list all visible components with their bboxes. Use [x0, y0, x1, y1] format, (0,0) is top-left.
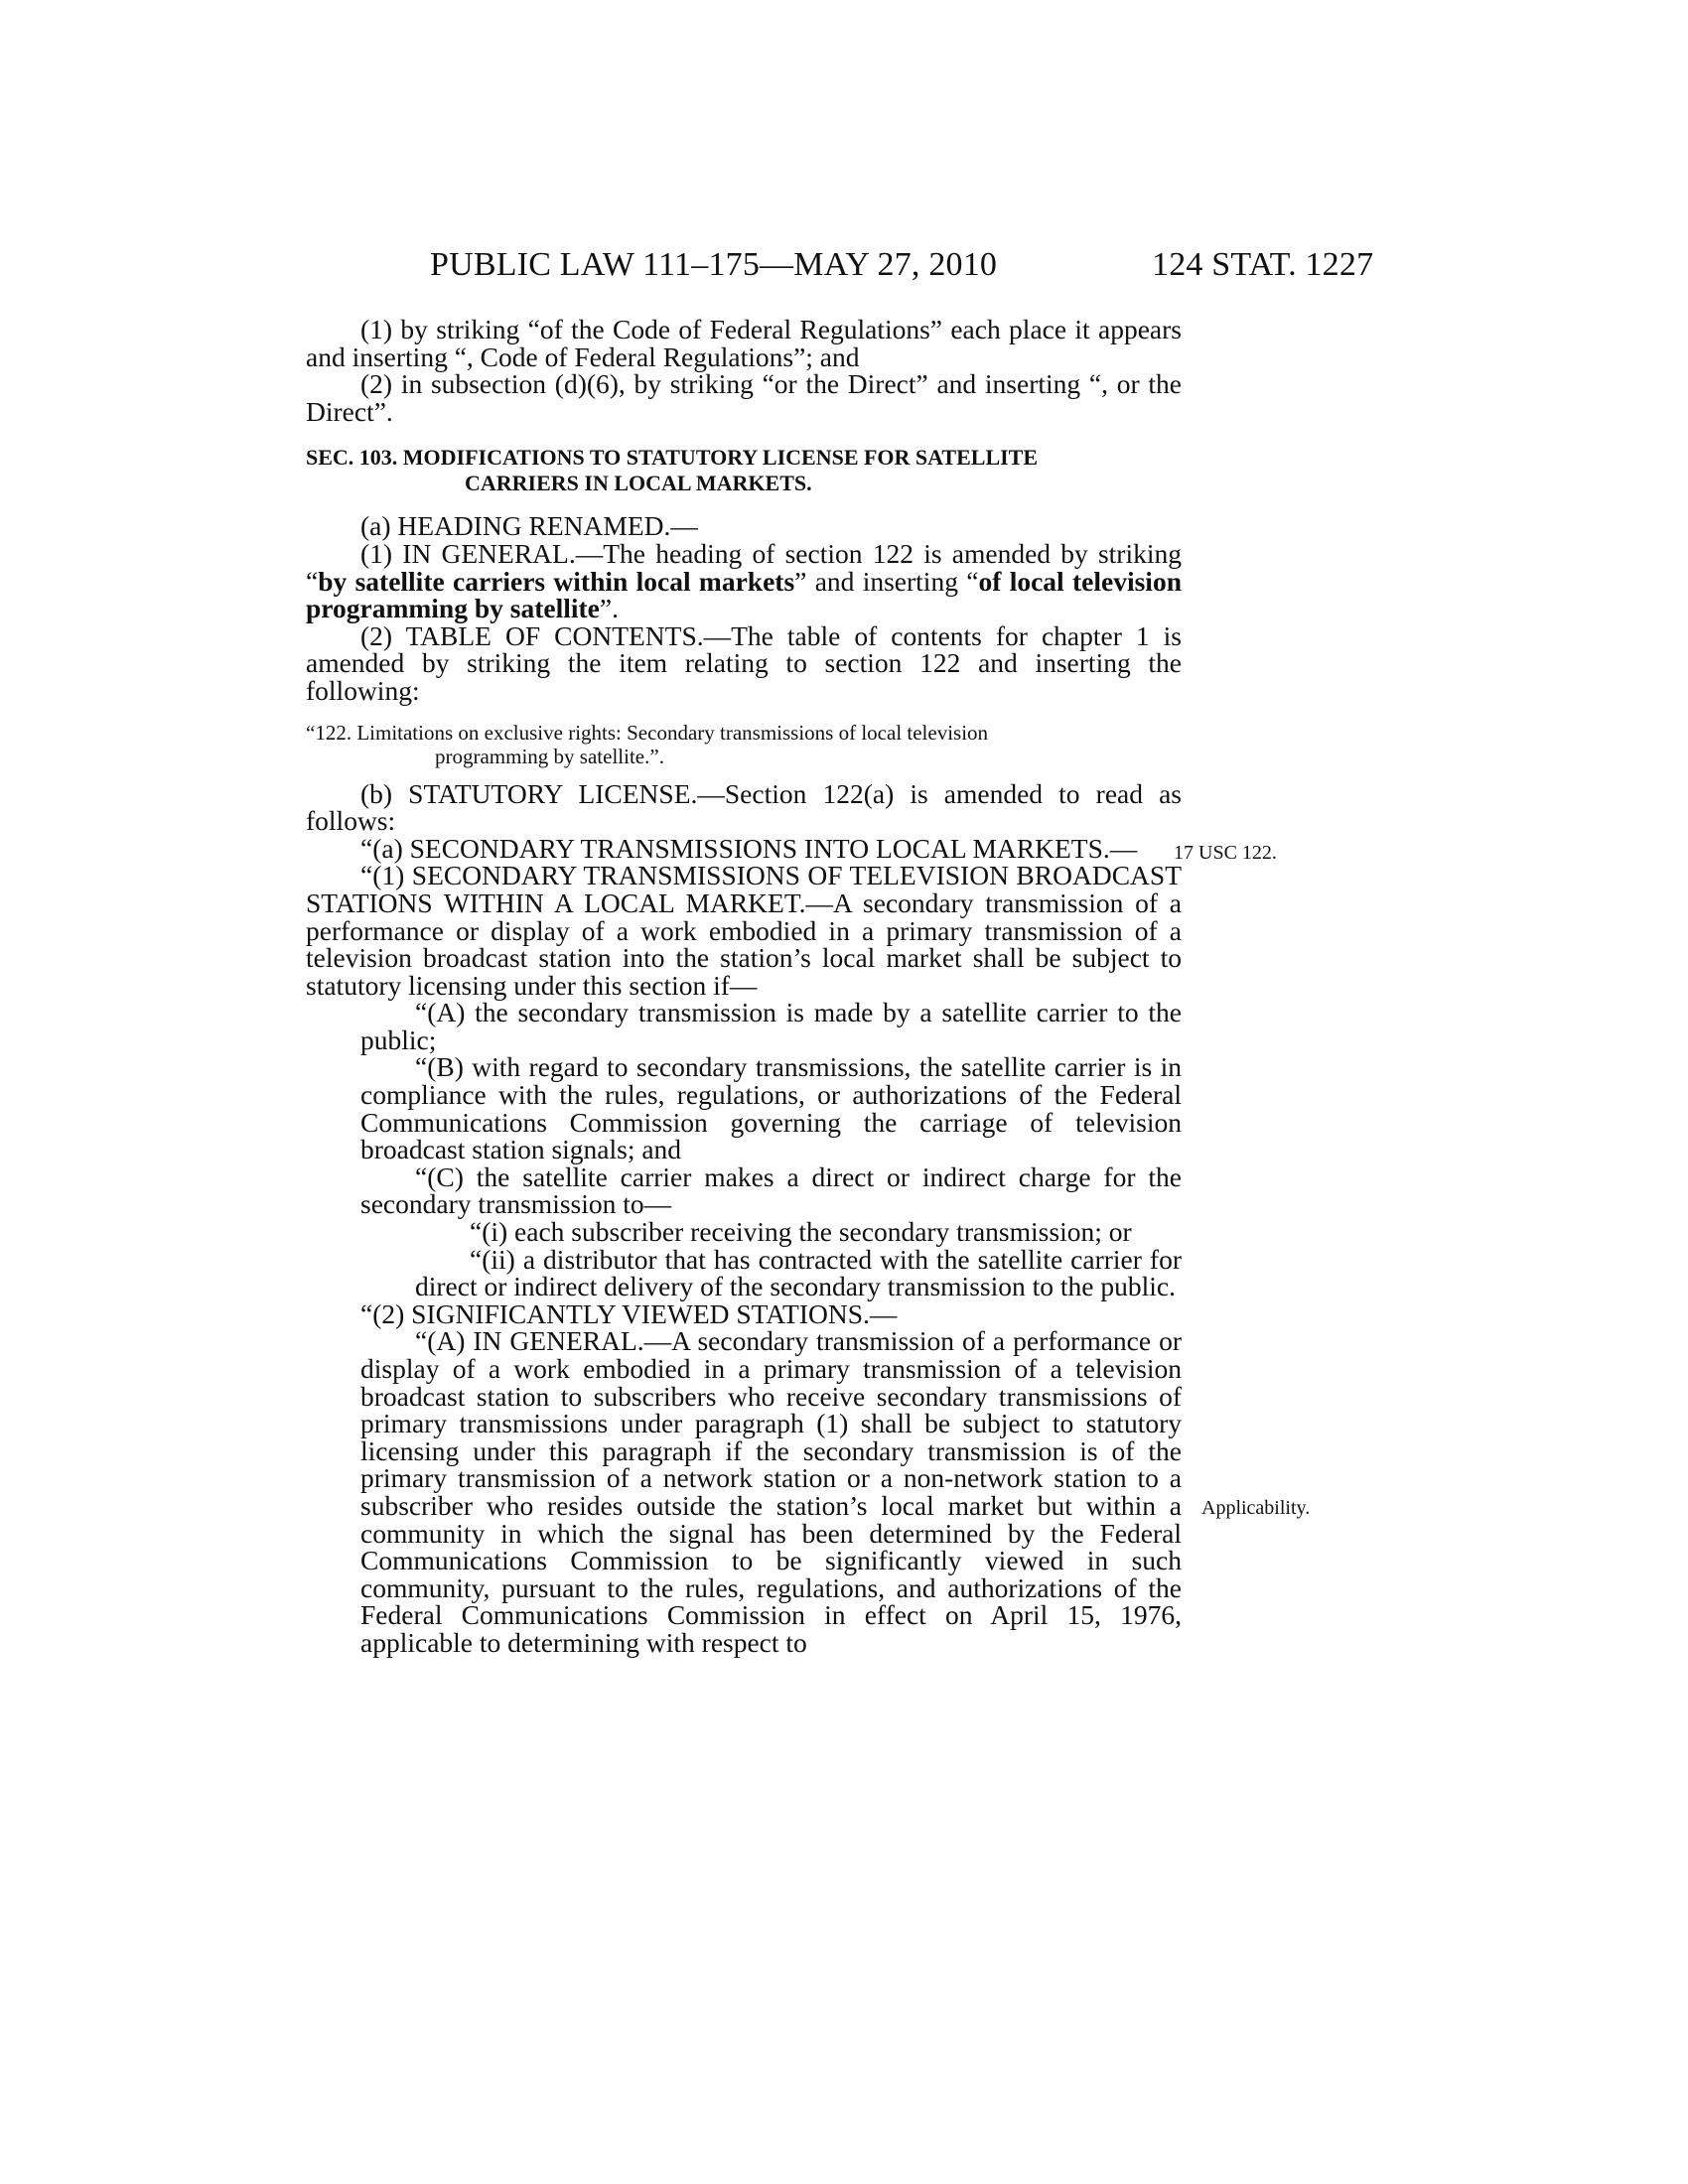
- subsection-b-text: (b) STATUTORY LICENSE.—Section 122(a) is amended to read as follows:: [306, 777, 1182, 837]
- quoted-C-text: “(C) the satellite carrier makes a direct or indirect charge for the secondary transmission to—: [360, 1160, 1182, 1220]
- page-body: [306, 316, 1182, 1657]
- quoted-clause-i: [251, 1218, 1182, 1246]
- subsection-a-text: (a) HEADING RENAMED.—: [360, 510, 698, 542]
- quoted-A-text: “(A) the secondary transmission is made by a satellite carrier to the public;: [360, 997, 1182, 1055]
- quoted-ii-text: “(ii) a distributor that has contracted with the satellite carrier for direct or indirect delivery of the secondary transmission to the public.: [415, 1243, 1182, 1302]
- a2-text: (2) TABLE OF CONTENTS.—The table of contents for chapter 1 is amended by striking the item relating to section 122 and inserting the following:: [306, 619, 1182, 706]
- paragraph-2: [251, 370, 1182, 425]
- subsection-a2: [251, 619, 1182, 706]
- a1-text-part-1: (1) IN GENERAL.—The heading of section 122 is amended by striking “: [306, 537, 1182, 597]
- section-heading-line-1: SEC. 103. MODIFICATIONS TO STATUTORY LICENSE FOR SATELLITE: [306, 445, 1039, 471]
- a1-inserted-heading: of local television programming by satellite: [306, 565, 1182, 624]
- running-header-stat-page: 124 STAT. 1227: [1152, 246, 1374, 283]
- quoted-clause-ii: [251, 1243, 1182, 1302]
- quoted-subparagraph-C: [251, 1160, 1182, 1220]
- margin-note-applicability: Applicability.: [1201, 1497, 1311, 1519]
- quoted-paragraph-2A: [251, 1327, 1182, 1656]
- a1-text-part-3: ”.: [599, 593, 619, 624]
- quoted-paragraph-1: [306, 862, 1182, 999]
- running-header-law: PUBLIC LAW 111–175—MAY 27, 2010: [430, 246, 998, 283]
- quoted-paragraph-2: [306, 1297, 1182, 1329]
- toc-item-122: [306, 721, 1182, 768]
- section-heading-line-2: CARRIERS IN LOCAL MARKETS.: [465, 471, 812, 496]
- quoted-B-text: “(B) with regard to secondary transmissions, the satellite carrier is in compliance with the rules, regulations, or authorizations of the Federal Communications Commission governing the carriage of television broadcast station signals; and: [360, 1051, 1182, 1165]
- quoted-2A-text: “(A) IN GENERAL.—A secondary transmission of a performance or display of a work embodied in a primary transmission of a television broadcast station to subscribers who receive secondary transmissions of primary transmissions under paragraph (1) shall be subject to statutory licensing under this paragraph if the secondary transmission is of the primary transmission of a network station or a non-network station to a subscriber who resides outside the station’s local market but within a community in which the signal has been determined by the Federal Communications Commission to be significantly viewed in such community, pursuant to the rules, regulations, and authorizations of the Federal Communications Commission in effect on April 15, 1976, applicable to determining with respect to: [360, 1325, 1182, 1658]
- toc-line-2: programming by satellite.”.: [435, 744, 664, 768]
- a1-struck-heading: by satellite carriers within local markets: [318, 565, 795, 597]
- paragraph-1: [251, 316, 1182, 370]
- section-103-heading: [306, 445, 1182, 496]
- paragraph-1-text: (1) by striking “of the Code of Federal Regulations” each place it appears and inserting “, Code of Federal Regulations”; and: [306, 314, 1182, 372]
- subsection-a-heading: [306, 512, 1182, 540]
- paragraph-2-text: (2) in subsection (d)(6), by striking “or the Direct” and inserting “, or the Direct”.: [306, 368, 1182, 427]
- quoted-i-text: “(i) each subscriber receiving the secondary transmission; or: [470, 1216, 1132, 1248]
- quoted-subparagraph-B: [251, 1051, 1182, 1165]
- subsection-a1: [251, 537, 1182, 624]
- quoted-subparagraph-A: [251, 999, 1182, 1053]
- quoted-subsection-a: [306, 832, 1182, 864]
- quoted-a-text: “(a) SECONDARY TRANSMISSIONS INTO LOCAL MARKETS.—: [360, 832, 1138, 864]
- quoted-1-text: “(1) SECONDARY TRANSMISSIONS OF TELEVISION BROADCAST STATIONS WITHIN A LOCAL MARKET.—A secondary transmission of a performance or display of a work embodied in a primary transmission of a television broadcast station into the station’s local market shall be subject to statutory licensing under this section if—: [306, 860, 1182, 1001]
- quoted-2-text: “(2) SIGNIFICANTLY VIEWED STATIONS.—: [360, 1297, 898, 1329]
- a1-text-part-2: ” and inserting “: [794, 565, 979, 597]
- margin-note-usc: 17 USC 122.: [1174, 842, 1277, 864]
- toc-line-1: “122. Limitations on exclusive rights: Secondary transmissions of local television: [306, 720, 989, 745]
- subsection-b: [306, 777, 1182, 837]
